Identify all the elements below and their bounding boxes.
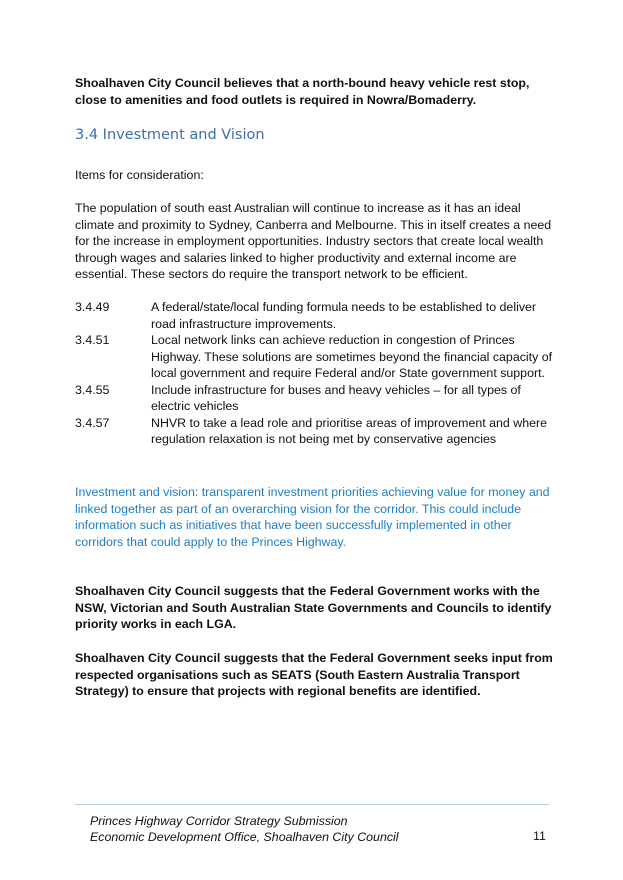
list-item [75,415,555,448]
item-number: 3.4.57 [75,415,110,430]
footer-office: Economic Development Office, Shoalhaven City Council [90,830,399,844]
page-number: 11 [533,829,546,843]
vision-quote: Investment and vision: transparent investment priorities achieving value for money and linked together as part of an overarching vision for the corridor. This could include information such as initiatives that have been successfully implemented in other corridors that could apply to the Princes Highway. [75,485,550,549]
item-text: Include infrastructure for buses and heavy vehicles – for all types of electric vehicles [151,382,521,413]
item-number: 3.4.55 [75,382,110,397]
list-item [75,382,555,415]
population-paragraph: The population of south east Australian will continue to increase as it has an ideal climate and proximity to Sydney, Canberra and Melbourne. This in itself creates a need for the increase in employment opportunities. Industry sectors that create local wealth through wages and salaries linked to higher productivity and external income are essential. These sectors do require the transport network to be efficient. [75,201,552,281]
suggestion-seats: Shoalhaven City Council suggests that the Federal Government seeks input from respected organisations such as SEATS (South Eastern Australia Transport Strategy) to ensure that projects with regional benefits are identified. [75,651,553,698]
footer-title: Princes Highway Corridor Strategy Submission [90,814,348,828]
item-text: A federal/state/local funding formula needs to be established to deliver road infrastructure improvements. [151,300,537,331]
list-item [75,332,555,382]
items-label: Items for consideration: [75,168,204,182]
item-text: NHVR to take a lead role and prioritise areas of improvement and where regulation relaxation is not being met by conservative agencies [151,415,548,446]
footer-divider [75,804,549,805]
item-number: 3.4.51 [75,333,110,347]
list-item [75,299,555,332]
item-text: Local network links can achieve reduction in congestion of Princes Highway. These solutions are sometimes beyond the financial capacity of local government and require Federal and/or State government support. [151,333,553,380]
intro-statement: Shoalhaven City Council believes that a north-bound heavy vehicle rest stop, close to amenities and food outlets is required in Nowra/Bomaderry. [75,76,530,107]
consideration-list [75,299,555,448]
item-number: 3.4.49 [75,300,110,314]
suggestion-federal-states: Shoalhaven City Council suggests that the Federal Government works with the NSW, Victorian and South Australian State Governments and Councils to identify priority works in each LGA. [75,584,552,631]
section-heading: 3.4 Investment and Vision [75,127,265,143]
